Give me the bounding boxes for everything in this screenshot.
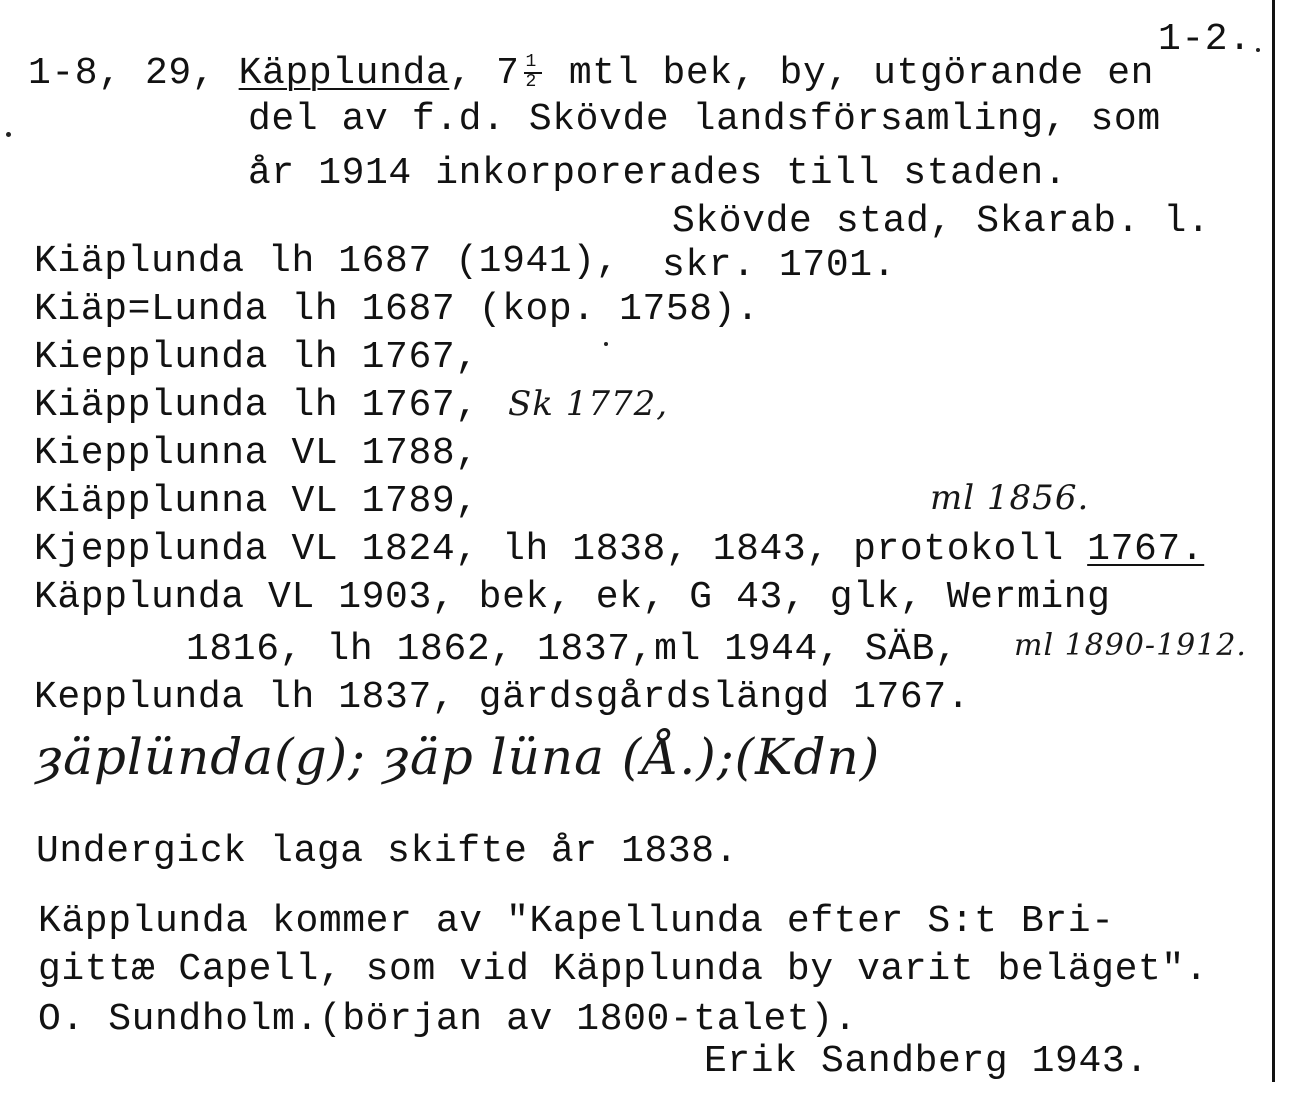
- form-9-handwritten: ml 1890-1912.: [1014, 628, 1247, 663]
- form-6: Kiäpplunna VL 1789,: [34, 480, 479, 523]
- form-5: Kiepplunna VL 1788,: [34, 432, 479, 475]
- parish-line: Skövde stad, Skarab. l.: [672, 200, 1211, 243]
- speck-mark: [6, 132, 11, 137]
- form-8: Käpplunda VL 1903, bek, ek, G 43, glk, Werming: [34, 576, 1111, 619]
- form-6-handwritten: ml 1856.: [930, 478, 1090, 518]
- pronunciation-line: [36, 728, 880, 786]
- half-fraction: [520, 52, 546, 92]
- partition-note: Undergick laga skifte år 1838.: [36, 830, 739, 873]
- signature: Erik Sandberg 1943.: [704, 1040, 1149, 1083]
- etymology-line-2: gittæ Capell, som vid Käpplunda by varit beläget".: [38, 948, 1209, 991]
- place-name: Käpplunda: [238, 52, 450, 95]
- form-2: Kiäp=Lunda lh 1687 (kop. 1758).: [34, 288, 760, 331]
- speck-mark: [1256, 48, 1260, 52]
- form-3: Kiepplunda lh 1767,: [34, 336, 479, 379]
- fraction-whole: 7: [496, 52, 520, 95]
- form-1-extra: skr. 1701.: [662, 244, 897, 287]
- entry-line-2: del av f.d. Skövde landsförsamling, som: [248, 98, 1161, 141]
- etymology-line-1: Käpplunda kommer av "Kapellunda efter S:t Bri-: [38, 900, 1115, 943]
- pronunciation-a-tag: (g);: [274, 728, 366, 786]
- form-7-tail: 1767.: [1087, 528, 1205, 571]
- entry-line-3: år 1914 inkorporerades till staden.: [248, 152, 1068, 195]
- page-number: 1-2.: [1158, 18, 1252, 61]
- entry-headline: [28, 52, 1154, 96]
- etymology-line-3: O. Sundholm.(början av 1800-talet).: [38, 998, 858, 1041]
- fraction-numerator: 1: [525, 52, 537, 72]
- form-4-handwritten: Sk 1772,: [508, 384, 669, 424]
- pronunciation-b-tag: (Å.);(Kdn): [621, 728, 881, 786]
- fraction-denominator: 2: [525, 72, 537, 92]
- speck-mark: [604, 342, 608, 346]
- entry-ref: 1-8, 29,: [28, 52, 216, 95]
- form-7-text: Kjepplunda VL 1824, lh 1838, 1843, protokoll: [34, 528, 1064, 571]
- entry-comma: ,: [449, 52, 473, 95]
- form-10: Kepplunda lh 1837, gärdsgårdslängd 1767.: [34, 676, 971, 719]
- form-9: 1816, lh 1862, 1837,ml 1944, SÄB,: [186, 628, 959, 671]
- pronunciation-b: ȝäp lüna: [382, 728, 605, 786]
- form-1: Kiäplunda lh 1687 (1941),: [34, 240, 620, 283]
- form-7: [34, 528, 1204, 572]
- card-edge: [1272, 0, 1275, 1082]
- entry-description: mtl bek, by, utgörande en: [568, 52, 1154, 95]
- pronunciation-a: ȝäplünda: [36, 728, 275, 786]
- form-4: Kiäpplunda lh 1767,: [34, 384, 479, 427]
